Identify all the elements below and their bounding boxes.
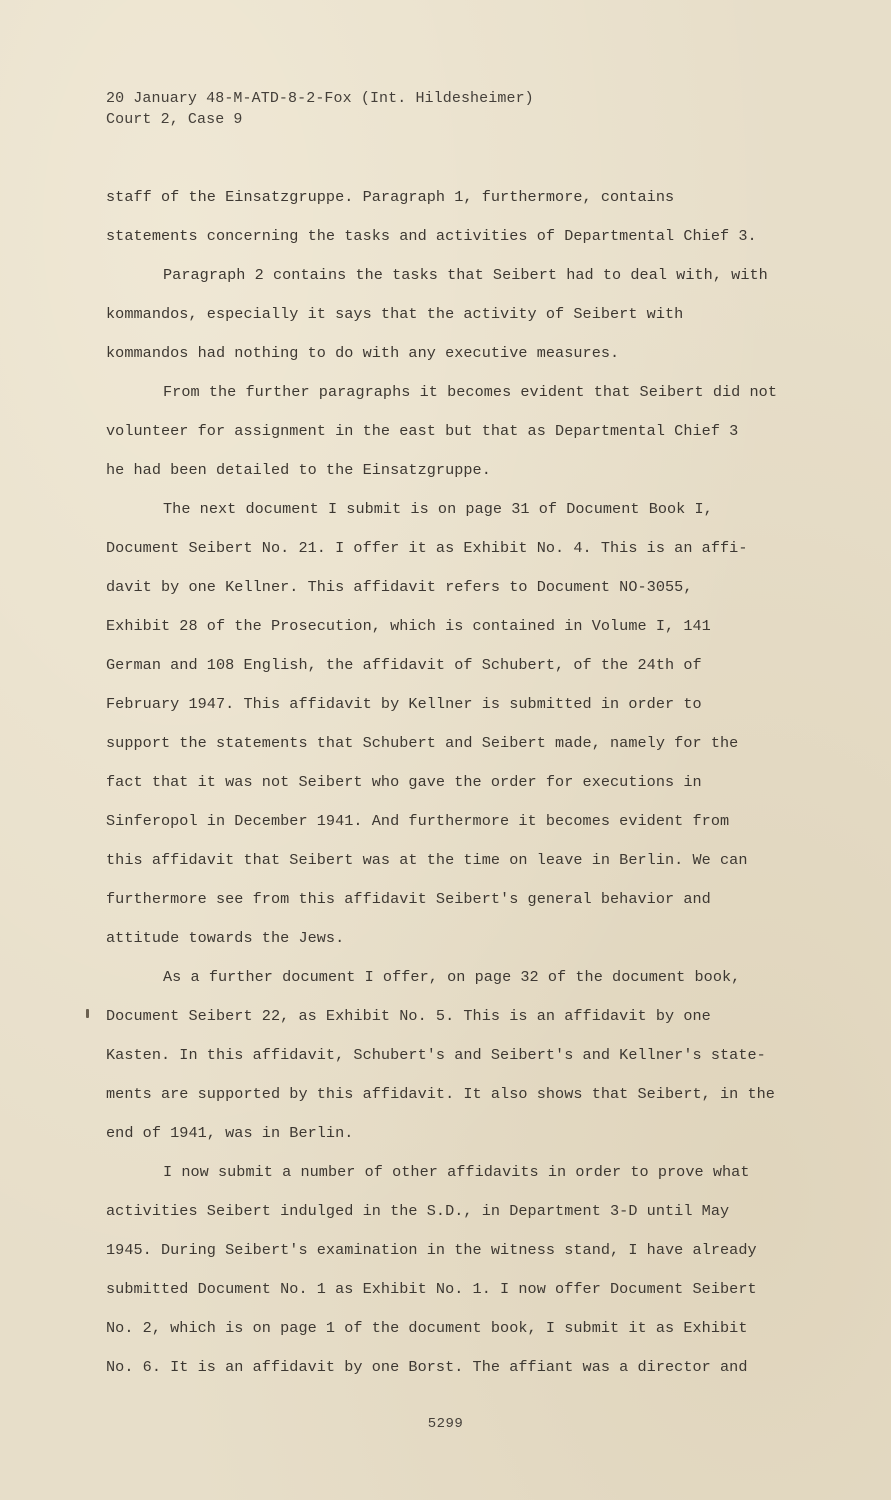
text-line: kommandos had nothing to do with any executive measures. xyxy=(106,344,620,362)
text-line: furthermore see from this affidavit Seibert's general behavior and xyxy=(106,890,711,908)
header-line-1: 20 January 48-M-ATD-8-2-Fox (Int. Hildesheimer) xyxy=(106,90,534,107)
text-line: davit by one Kellner. This affidavit refers to Document NO-3055, xyxy=(106,578,693,596)
text-line: Document Seibert No. 21. I offer it as Exhibit No. 4. This is an affi- xyxy=(106,539,748,557)
document-header xyxy=(106,88,534,130)
text-line: this affidavit that Seibert was at the time on leave in Berlin. We can xyxy=(106,851,748,869)
text-line: Document Seibert 22, as Exhibit No. 5. This is an affidavit by one xyxy=(106,1007,711,1025)
transcript-body xyxy=(106,185,816,1394)
text-line: No. 6. It is an affidavit by one Borst. The affiant was a director and xyxy=(106,1358,748,1376)
paragraph-start-line: Paragraph 2 contains the tasks that Seibert had to deal with, with xyxy=(163,266,768,284)
text-line: end of 1941, was in Berlin. xyxy=(106,1124,354,1142)
text-line: Sinferopol in December 1941. And furthermore it becomes evident from xyxy=(106,812,730,830)
text-line: statements concerning the tasks and activities of Departmental Chief 3. xyxy=(106,227,757,245)
paragraph-start-line: The next document I submit is on page 31 of Document Book I, xyxy=(163,500,713,518)
text-line: ments are supported by this affidavit. It also shows that Seibert, in the xyxy=(106,1085,775,1103)
text-line: staff of the Einsatzgruppe. Paragraph 1, furthermore, contains xyxy=(106,188,675,206)
text-line: 1945. During Seibert's examination in the witness stand, I have already xyxy=(106,1241,757,1259)
paragraph-start-line: As a further document I offer, on page 32 of the document book, xyxy=(163,968,741,986)
text-line: German and 108 English, the affidavit of Schubert, of the 24th of xyxy=(106,656,702,674)
text-line: submitted Document No. 1 as Exhibit No. 1. I now offer Document Seibert xyxy=(106,1280,757,1298)
text-line: No. 2, which is on page 1 of the document book, I submit it as Exhibit xyxy=(106,1319,748,1337)
text-line: volunteer for assignment in the east but that as Departmental Chief 3 xyxy=(106,422,739,440)
text-line: kommandos, especially it says that the activity of Seibert with xyxy=(106,305,684,323)
text-line: attitude towards the Jews. xyxy=(106,929,345,947)
text-line: Exhibit 28 of the Prosecution, which is contained in Volume I, 141 xyxy=(106,617,711,635)
text-line: Kasten. In this affidavit, Schubert's and Seibert's and Kellner's state- xyxy=(106,1046,766,1064)
text-line: fact that it was not Seibert who gave the order for executions in xyxy=(106,773,702,791)
paragraph-start-line: From the further paragraphs it becomes evident that Seibert did not xyxy=(163,383,777,401)
text-line: February 1947. This affidavit by Kellner is submitted in order to xyxy=(106,695,702,713)
margin-mark xyxy=(86,1009,89,1018)
text-line: support the statements that Schubert and Seibert made, namely for the xyxy=(106,734,739,752)
text-line: he had been detailed to the Einsatzgruppe. xyxy=(106,461,491,479)
paragraph-start-line: I now submit a number of other affidavits in order to prove what xyxy=(163,1163,750,1181)
text-line: activities Seibert indulged in the S.D., in Department 3-D until May xyxy=(106,1202,730,1220)
page-number: 5299 xyxy=(427,1416,464,1432)
header-line-2: Court 2, Case 9 xyxy=(106,111,243,128)
